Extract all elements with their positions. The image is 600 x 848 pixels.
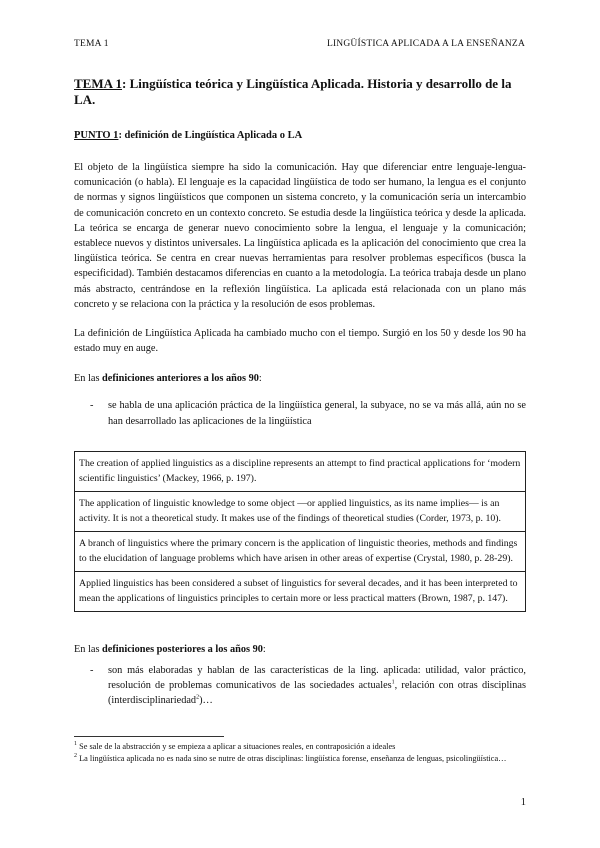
footnote-text-1: Se sale de la abstracción y se empieza a aplicar a situaciones reales, en contraposición a ideales <box>77 742 396 751</box>
document-body <box>74 76 526 723</box>
after-90-lead <box>74 642 526 657</box>
bullet-part-2: , relación con otras disciplinas (interdisciplinariedad <box>108 680 526 707</box>
before-lead-bold: definiciones anteriores a los años 90 <box>102 373 259 385</box>
footnote-ref-2[interactable]: 2 <box>196 694 200 701</box>
punto-prefix: PUNTO 1 <box>74 130 119 141</box>
definition-corder: The application of linguistic knowledge to some object —or applied linguistics, as its name implies— is an activity. It is not a theoretical study. It makes use of the findings of theoretical studies (Corder, 1973, p. 10). <box>75 491 526 531</box>
footnote-num-1: 1 <box>74 741 77 748</box>
definition-crystal: A branch of linguistics where the primary concern is the application of linguistic theories, methods and findings to the elucidation of language problems which have arisen in other areas of expertise (Crystal, 1980, p. 28-29). <box>75 531 526 571</box>
table-row <box>75 451 526 491</box>
list-item <box>74 663 526 709</box>
definition-brown: Applied linguistics has been considered a subset of linguistics for several decades, and it has been interpreted to mean the applications of linguistics principles to certain more or less practical matters (Brown, 1987, p. 147). <box>75 571 526 611</box>
table-row <box>75 531 526 571</box>
paragraph-2: La definición de Lingüística Aplicada ha cambiado mucho con el tiempo. Surgió en los 50 y desde los 90 ha estado muy en auge. <box>74 328 526 355</box>
title-rest: : Lingüística teórica y Lingüística Aplicada. Historia y desarrollo de la LA. <box>74 76 512 107</box>
definition-mackey: The creation of applied linguistics as a discipline represents an attempt to find practical applications for ‘modern scientific linguistics’ (Mackey, 1966, p. 197). <box>75 451 526 491</box>
page-title <box>74 76 526 108</box>
table-row <box>75 491 526 531</box>
footnote-text-2: La lingüística aplicada no es nada sino se nutre de otras disciplinas: lingüística forense, enseñanza de lenguas, psicolingüística… <box>77 754 507 763</box>
after-lead-text: En las <box>74 643 103 655</box>
footnote-divider <box>74 736 224 737</box>
bullet-text <box>108 663 526 709</box>
list-item <box>74 398 526 428</box>
footnote-1 <box>74 741 526 753</box>
before-lead-text: En las <box>74 373 103 385</box>
title-prefix: TEMA 1 <box>74 76 123 91</box>
footnotes <box>74 741 526 765</box>
bullet-text: se habla de una aplicación práctica de la lingüística general, la subyace, no se va más allá, aún no se han desarrollado las aplicaciones de la lingüística <box>108 400 526 427</box>
page-number: 1 <box>520 797 526 808</box>
punto-rest: : definición de Lingüística Aplicada o LA <box>118 130 303 141</box>
after-lead-tail: : <box>262 643 266 655</box>
table-row <box>75 571 526 611</box>
bullet-part-3: )… <box>199 695 213 707</box>
header-right: LINGÜÍSTICA APLICADA A LA ENSEÑANZA <box>326 39 525 49</box>
section-heading <box>74 129 526 143</box>
bullet-dash: - <box>90 664 94 676</box>
after-lead-bold: definiciones posteriores a los años 90 <box>102 643 263 655</box>
bullet-part-1: son más elaboradas y hablan de las características de la ling. aplicada: utilidad, valor práctico, resolución de problemas comunicativos de las sociedades actuales <box>108 664 526 692</box>
header-left: TEMA 1 <box>74 39 109 49</box>
bullet-dash: - <box>90 400 94 412</box>
footnote-2 <box>74 753 526 765</box>
paragraph-1: El objeto de la lingüística siempre ha sido la comunicación. Hay que diferenciar entre lenguaje-lengua-comunicación (o habla). El lenguaje es la capacidad lingüística de todo ser humano, la lengua es el conjunto de normas y signos lingüísticos que componen un sistema concreto, y la comunicación sería un intercambio de comunicación concreto en un contexto concreto. Se estudia desde la lingüística teórica y desde la aplicada. La teórica se encarga de generar nuevo conocimiento sobre la lengua, el lenguaje y la comunicación; establece nuevos y distintos universales. La lingüística aplicada es la aplicación del conocimiento que crea la lingüística teórica. Se centra en crear nuevas herramientas para resolver problemas específicos (busca la especificidad). También destacamos diferencias en cuanto a la metodología. La teórica trabaja desde un plano más abstracto, centrándose en la reflexión lingüística. La aplicada está relacionada con un plano más concreto y se relaciona con la práctica y la resolución de esos problemas. <box>74 162 526 310</box>
before-90-lead <box>74 371 526 386</box>
before-lead-tail: : <box>258 373 262 385</box>
definitions-table <box>74 451 526 612</box>
footnote-ref-1[interactable]: 1 <box>391 679 395 686</box>
footnote-num-2: 2 <box>74 753 77 760</box>
